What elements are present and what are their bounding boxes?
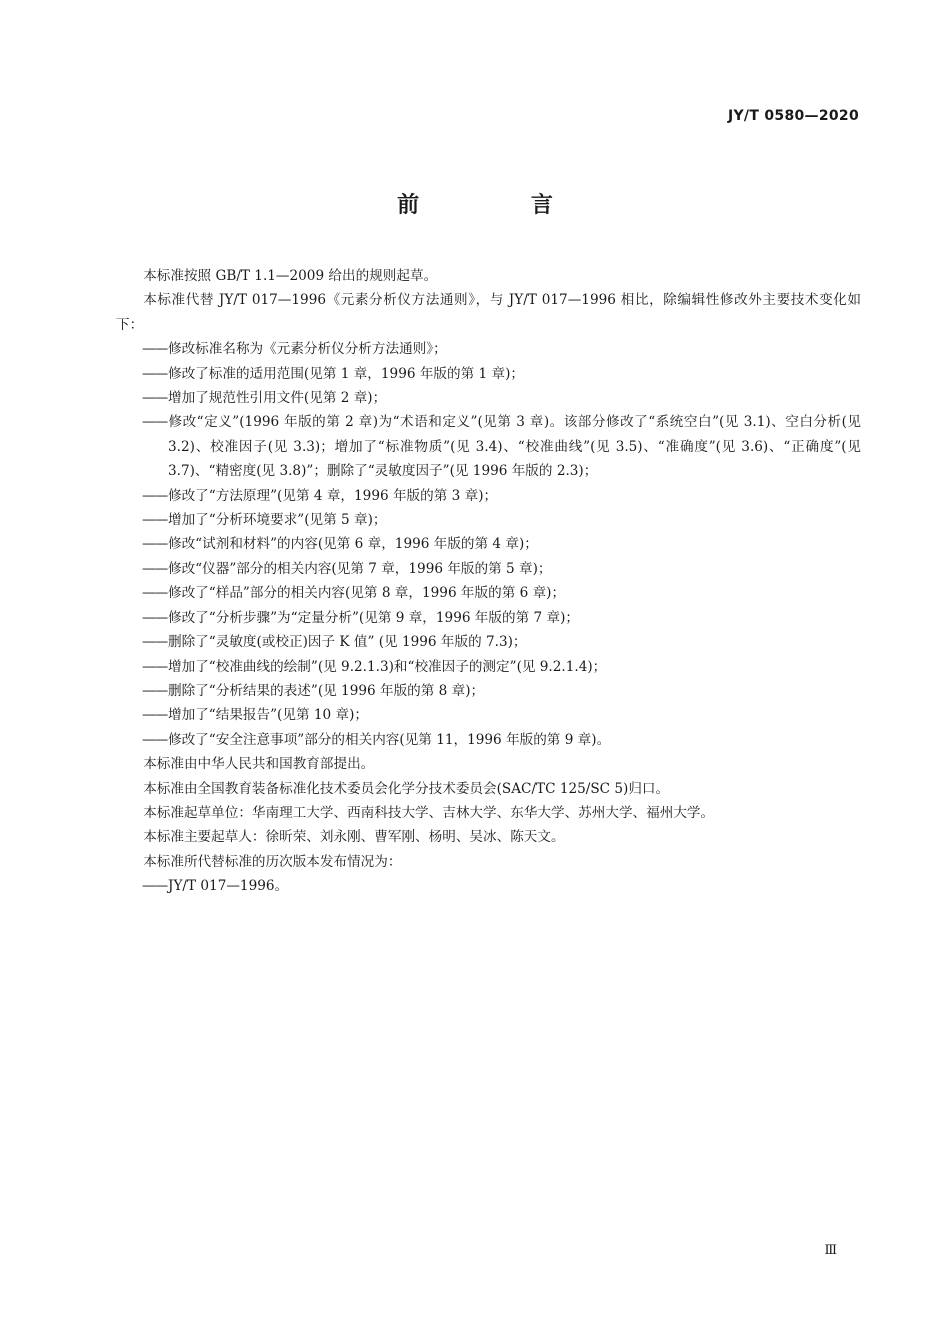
paragraph-jurisdiction: 本标准由全国教育装备标准化技术委员会化学分技术委员会(SAC/TC 125/SC 5)归口。	[143, 780, 670, 797]
paragraph-drafting-rules: 本标准按照 GB/T 1.1—2009 给出的规则起草。	[143, 268, 438, 284]
dash-mark: ——	[142, 487, 168, 504]
list-item: ——修改了“样品”部分的相关内容(见第 8 章，1996 年版的第 6 章)；	[116, 581, 861, 605]
paragraph-replacement: 本标准代替 JY/T 017—1996《元素分析仪方法通则》，与 JY/T 017—1996 相比，除编辑性修改外主要技术变化如下：	[116, 292, 861, 333]
list-item: ——修改标准名称为《元素分析仪分析方法通则》；	[116, 337, 861, 361]
list-item: ——删除了“分析结果的表述”(见 1996 年版的第 8 章)；	[116, 679, 861, 703]
dash-mark: ——	[142, 609, 168, 626]
list-item: ——修改“定义”(1996 年版的第 2 章)为“术语和定义”(见第 3 章)。该部分修改了“系统空白”(见 3.1)、空白分析(见 3.2)、校准因子(见 3.3)；增加了“标准物质”(见 3.4)、“校准曲线”(见 3.5)、“准确度”(见 3.6)、“正确度”(见 3.7)、“精密度(见 3.8)”；删除了“灵敏度因子”(见 1996 年版的 2.3)；	[116, 410, 861, 483]
foreword-body	[116, 264, 861, 899]
page-number: Ⅲ	[824, 1243, 837, 1258]
dash-mark: ——	[142, 390, 168, 407]
dash-mark: ——	[142, 512, 168, 529]
dash-mark: ——	[142, 634, 168, 651]
dash-mark: ——	[142, 365, 168, 382]
dash-mark: ——	[142, 585, 168, 602]
dash-mark: ——	[142, 878, 168, 895]
changes-list	[116, 337, 861, 752]
dash-mark: ——	[142, 658, 168, 675]
paragraph-drafting-units: 本标准起草单位：华南理工大学、西南科技大学、吉林大学、东华大学、苏州大学、福州大学。	[143, 804, 715, 821]
paragraph-main-drafters: 本标准主要起草人：徐昕荣、刘永刚、曹军刚、杨明、吴冰、陈天文。	[143, 829, 565, 846]
dash-mark: ——	[142, 341, 168, 358]
list-item: ——修改“试剂和材料”的内容(见第 6 章，1996 年版的第 4 章)；	[116, 532, 861, 556]
paragraph-history-intro: 本标准所代替标准的历次版本发布情况为：	[143, 853, 402, 870]
list-item: ——修改了“安全注意事项”部分的相关内容(见第 11，1996 年版的第 9 章)。	[116, 728, 861, 752]
dash-mark: ——	[142, 560, 168, 577]
list-item: ——修改了标准的适用范围(见第 1 章，1996 年版的第 1 章)；	[116, 362, 861, 386]
list-item: ——增加了规范性引用文件(见第 2 章)；	[116, 386, 861, 410]
list-item: ——删除了“灵敏度(或校正)因子 K 值” (见 1996 年版的 7.3)；	[116, 630, 861, 654]
list-item: ——增加了“分析环境要求”(见第 5 章)；	[116, 508, 861, 532]
dash-mark: ——	[142, 682, 168, 699]
list-item: ——增加了“校准曲线的绘制”(见 9.2.1.3)和“校准因子的测定”(见 9.2.1.4)；	[116, 655, 861, 679]
list-item: ——修改了“分析步骤”为“定量分析”(见第 9 章，1996 年版的第 7 章)；	[116, 606, 861, 630]
paragraph-proposed-by: 本标准由中华人民共和国教育部提出。	[143, 756, 375, 773]
history-item: ——JY/T 017—1996。	[116, 874, 861, 898]
list-item: ——修改“仪器”部分的相关内容(见第 7 章，1996 年版的第 5 章)；	[116, 557, 861, 581]
dash-mark: ——	[142, 731, 168, 748]
dash-mark: ——	[142, 414, 168, 431]
page-title: 前 言	[397, 193, 605, 218]
standard-number: JY/T 0580—2020	[727, 108, 859, 124]
dash-mark: ——	[142, 707, 168, 724]
dash-mark: ——	[142, 536, 168, 553]
list-item: ——增加了“结果报告”(见第 10 章)；	[116, 703, 861, 727]
list-item: ——修改了“方法原理”(见第 4 章，1996 年版的第 3 章)；	[116, 484, 861, 508]
